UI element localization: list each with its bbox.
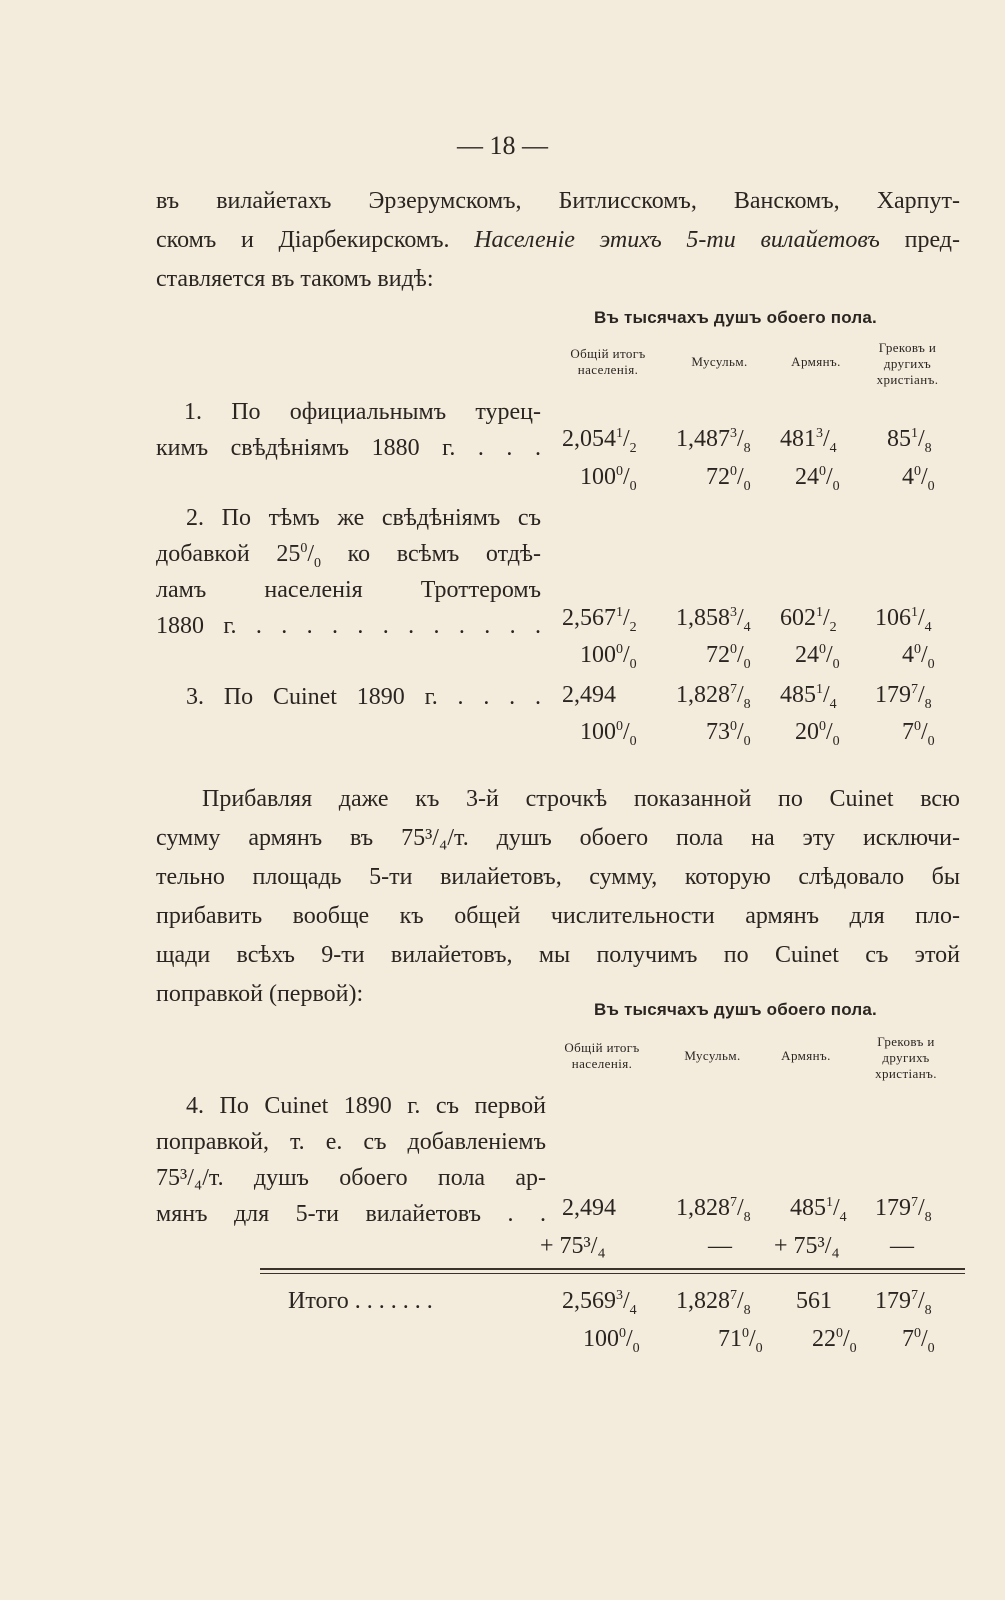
row2-total: $2,567^1/_2$: [562, 605, 637, 635]
text-line: тельно площадь 5-ти вилайетовъ, сумму, которую слѣдовало бы: [156, 864, 960, 890]
row4-muslim: $1,828^7/_8$: [676, 1195, 751, 1225]
row4-add-greek: —: [890, 1233, 914, 1259]
row1-greek: $85^1/_8$: [887, 426, 932, 456]
total-pct-armenian: $22^0/_0$: [812, 1326, 857, 1356]
total-armenian: 561: [796, 1288, 832, 1314]
page-number: — 18 —: [457, 131, 548, 160]
total-rule-thin: [260, 1273, 965, 1274]
text-line: Прибавляя даже къ 3-й строчкѣ показанной по Cuinet всю: [202, 786, 960, 812]
row2-pct-muslim: $72^0/_0$: [706, 642, 751, 672]
row2-armenian: $602^1/_2$: [780, 605, 837, 635]
italic-text: Населеніе этихъ 5-ти вилайетовъ: [474, 227, 880, 253]
text-line: поправкой (первой):: [156, 981, 364, 1007]
total-pct-muslim: $71^0/_0$: [718, 1326, 763, 1356]
col-header-armenian: Армянъ.: [791, 354, 841, 369]
row2-pct-armenian: $24^0/_0$: [795, 642, 840, 672]
text-line: 75³/₄/т. душъ обоего пола ар-: [156, 1165, 546, 1191]
text-line: 4. По Cuinet 1890 г. съ первой: [186, 1093, 546, 1119]
total-label: Итого . . . . . . .: [288, 1288, 433, 1314]
row4-total: 2,494: [562, 1195, 616, 1221]
total-pct-total: $100^0/_0$: [583, 1326, 640, 1356]
text-line: поправкой, т. е. съ добавленіемъ: [156, 1129, 546, 1155]
row2-pct-greek: $4^0/_0$: [902, 642, 935, 672]
header-line: христіанъ.: [875, 1066, 937, 1081]
row3-pct-total: $100^0/_0$: [580, 719, 637, 749]
header-line: Общій итогъ: [564, 1040, 640, 1055]
text-line: [156, 221, 960, 260]
col-header-total: [547, 1040, 657, 1072]
row3-label: [156, 679, 541, 715]
header-line: Грековъ и: [878, 340, 937, 355]
row1-pct-armenian: $24^0/_0$: [795, 464, 840, 494]
text-line: 1. По официальнымъ турец-: [184, 399, 541, 425]
intro-paragraph: [156, 182, 960, 299]
text-line: 2. По тѣмъ же свѣдѣніямъ съ: [186, 505, 541, 531]
header-line: другихъ: [883, 356, 932, 371]
table2-caption: Въ тысячахъ душъ обоего пола.: [594, 1000, 877, 1019]
table1-caption: Въ тысячахъ душъ обоего пола.: [594, 308, 877, 327]
row4-add-muslim: —: [708, 1233, 732, 1259]
row1-pct-muslim: $72^0/_0$: [706, 464, 751, 494]
col-header-total: [553, 346, 663, 378]
row3-pct-armenian: $20^0/_0$: [795, 719, 840, 749]
total-total: $2,569^3/_4$: [562, 1288, 637, 1318]
row1-muslim: $1,487^3/_8$: [676, 426, 751, 456]
header-line: другихъ: [882, 1050, 930, 1065]
text-line: кимъ свѣдѣніямъ 1880 г. . . .: [156, 435, 541, 461]
total-rule: [260, 1268, 965, 1270]
row2-pct-total: $100^0/_0$: [580, 642, 637, 672]
row1-armenian: $481^3/_4$: [780, 426, 837, 456]
row1-pct-greek: $4^0/_0$: [902, 464, 935, 494]
row3-greek: $179^7/_8$: [875, 682, 932, 712]
text-line: прибавить вообще къ общей числительности армянъ для пло-: [156, 903, 960, 929]
row1-label: [156, 394, 541, 466]
col-header-greek: [855, 340, 960, 388]
row2-label: [156, 500, 541, 644]
text-run: пред-: [879, 227, 960, 253]
text-line: ламъ населенія Троттеромъ: [156, 577, 541, 603]
col-header-muslim: Мусульм.: [691, 354, 748, 369]
row4-greek: $179^7/_8$: [875, 1195, 932, 1225]
row4-armenian: $485^1/_4$: [790, 1195, 847, 1225]
total-pct-greek: $7^0/_0$: [902, 1326, 935, 1356]
text-line: въ вилайетахъ Эрзерумскомъ, Битлисскомъ, Ванскомъ, Харпут-: [156, 188, 960, 214]
row4-add-total: + 75³/₄: [540, 1233, 606, 1259]
text-line: щади всѣхъ 9-ти вилайетовъ, мы получимъ по Cuinet съ этой: [156, 942, 960, 968]
row3-pct-greek: $7^0/_0$: [902, 719, 935, 749]
row4-add-armenian: + 75³/₄: [774, 1233, 840, 1259]
row3-total: 2,494: [562, 682, 616, 708]
col-header-greek: [852, 1034, 960, 1082]
row2-muslim: $1,858^3/_4$: [676, 605, 751, 635]
row1-pct-total: $100^0/_0$: [580, 464, 637, 494]
text-line: мянъ для 5-ти вилайетовъ . .: [156, 1201, 546, 1227]
text-line: ставляется въ такомъ видѣ:: [156, 266, 434, 292]
text-line: сумму армянъ въ 75³/₄/т. душъ обоего пола на эту исключи-: [156, 825, 960, 851]
total-greek: $179^7/_8$: [875, 1288, 932, 1318]
header-line: населенія.: [571, 1056, 633, 1071]
text-line: добавкой $25^0/_0$ ко всѣмъ отдѣ-: [156, 541, 541, 571]
header-line: христіанъ.: [876, 372, 939, 387]
row3-pct-muslim: $73^0/_0$: [706, 719, 751, 749]
header-line: Общій итогъ: [570, 346, 646, 361]
text-line: 3. По Cuinet 1890 г. . . . .: [186, 684, 541, 710]
text-run: скомъ и Діарбекирскомъ.: [156, 227, 475, 253]
col-header-muslim: Мусульм.: [684, 1048, 741, 1063]
header-line: населенія.: [577, 362, 639, 377]
header-line: Грековъ и: [877, 1034, 935, 1049]
total-muslim: $1,828^7/_8$: [676, 1288, 751, 1318]
text-line: 1880 г. . . . . . . . . . . . .: [156, 613, 541, 639]
row4-label: [156, 1088, 546, 1232]
body-paragraph: [156, 780, 960, 1014]
row1-total: $2,054^1/_2$: [562, 426, 637, 456]
col-header-armenian: Армянъ.: [781, 1048, 831, 1063]
row3-muslim: $1,828^7/_8$: [676, 682, 751, 712]
row3-armenian: $485^1/_4$: [780, 682, 837, 712]
row2-greek: $106^1/_4$: [875, 605, 932, 635]
